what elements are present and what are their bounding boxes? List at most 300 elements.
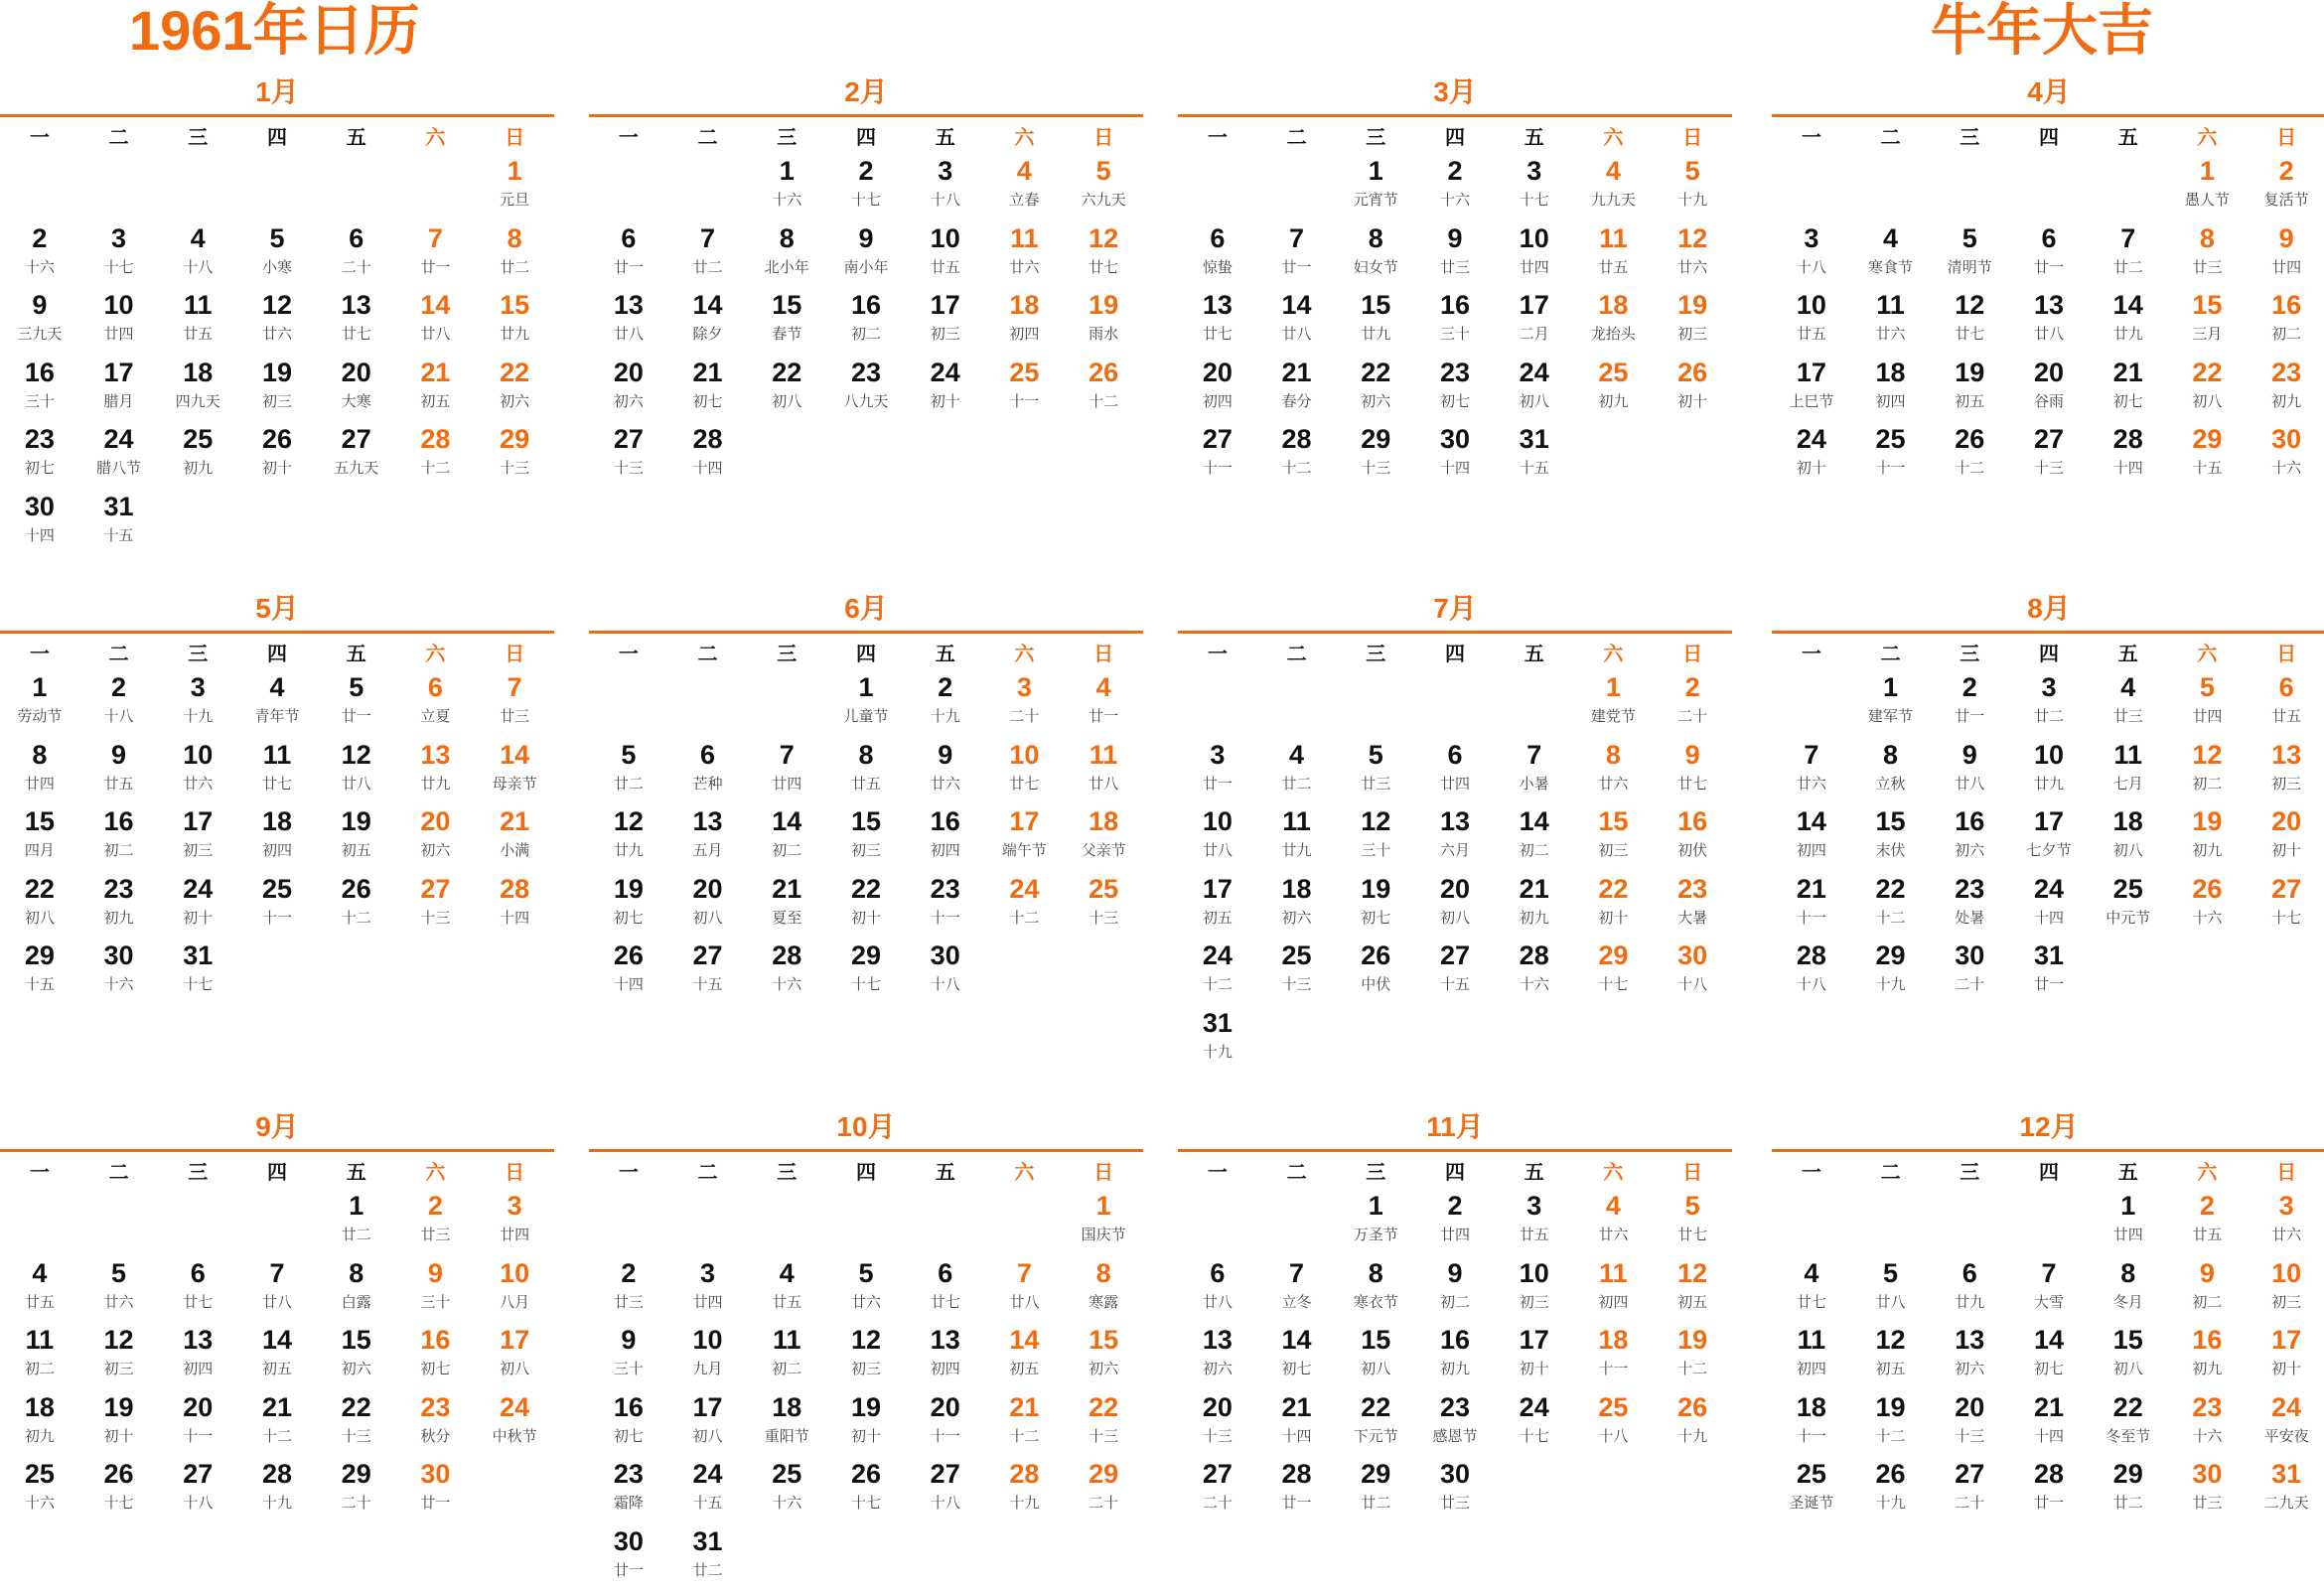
day-cell[interactable] xyxy=(747,737,826,804)
day-cell[interactable] xyxy=(1930,220,2009,288)
day-cell[interactable] xyxy=(1653,355,1732,422)
day-cell[interactable] xyxy=(475,1188,554,1255)
day-cell[interactable] xyxy=(0,1255,79,1323)
day-cell[interactable] xyxy=(79,1456,159,1523)
day-cell[interactable] xyxy=(1178,871,1257,939)
day-cell[interactable] xyxy=(906,803,985,871)
day-cell[interactable] xyxy=(475,871,554,939)
day-cell[interactable] xyxy=(589,220,668,288)
day-cell[interactable] xyxy=(1574,1255,1654,1323)
day-cell[interactable] xyxy=(668,803,748,871)
day-cell[interactable] xyxy=(1415,1255,1495,1323)
day-cell[interactable] xyxy=(1257,421,1337,489)
day-cell[interactable] xyxy=(2009,938,2089,1005)
day-cell[interactable] xyxy=(2009,220,2089,288)
day-cell[interactable] xyxy=(906,1322,985,1389)
day-cell[interactable] xyxy=(2168,1188,2248,1255)
day-cell[interactable] xyxy=(1336,737,1415,804)
day-cell[interactable] xyxy=(2009,737,2089,804)
day-cell[interactable] xyxy=(2168,153,2248,220)
day-cell[interactable] xyxy=(158,1456,237,1523)
day-cell[interactable] xyxy=(237,1255,317,1323)
day-cell[interactable] xyxy=(79,220,159,288)
day-cell[interactable] xyxy=(1415,421,1495,489)
day-cell[interactable] xyxy=(1064,1389,1143,1457)
day-cell[interactable] xyxy=(1064,1188,1143,1255)
day-cell[interactable] xyxy=(1257,220,1337,288)
day-cell[interactable] xyxy=(79,1322,159,1389)
day-cell[interactable] xyxy=(1415,938,1495,1005)
day-cell[interactable] xyxy=(2009,355,2089,422)
day-cell[interactable] xyxy=(317,669,396,737)
day-cell[interactable] xyxy=(475,1322,554,1389)
day-cell[interactable] xyxy=(1336,938,1415,1005)
day-cell[interactable] xyxy=(1415,1322,1495,1389)
day-cell[interactable] xyxy=(0,355,79,422)
day-cell[interactable] xyxy=(396,287,476,355)
day-cell[interactable] xyxy=(2247,871,2324,939)
day-cell[interactable] xyxy=(1064,153,1143,220)
day-cell[interactable] xyxy=(747,287,826,355)
day-cell[interactable] xyxy=(826,737,906,804)
day-cell[interactable] xyxy=(1415,737,1495,804)
day-cell[interactable] xyxy=(985,871,1065,939)
day-cell[interactable] xyxy=(1851,669,1931,737)
day-cell[interactable] xyxy=(589,287,668,355)
day-cell[interactable] xyxy=(1653,737,1732,804)
day-cell[interactable] xyxy=(1495,287,1574,355)
day-cell[interactable] xyxy=(1064,355,1143,422)
day-cell[interactable] xyxy=(475,1255,554,1323)
day-cell[interactable] xyxy=(2168,871,2248,939)
day-cell[interactable] xyxy=(2009,1456,2089,1523)
day-cell[interactable] xyxy=(79,938,159,1005)
day-cell[interactable] xyxy=(0,938,79,1005)
day-cell[interactable] xyxy=(589,1322,668,1389)
day-cell[interactable] xyxy=(1257,1255,1337,1323)
day-cell[interactable] xyxy=(237,355,317,422)
day-cell[interactable] xyxy=(1495,1188,1574,1255)
day-cell[interactable] xyxy=(1653,1389,1732,1457)
day-cell[interactable] xyxy=(985,153,1065,220)
day-cell[interactable] xyxy=(747,1456,826,1523)
day-cell[interactable] xyxy=(2089,1188,2168,1255)
day-cell[interactable] xyxy=(1178,1322,1257,1389)
day-cell[interactable] xyxy=(589,1456,668,1523)
day-cell[interactable] xyxy=(2168,287,2248,355)
day-cell[interactable] xyxy=(668,1389,748,1457)
day-cell[interactable] xyxy=(589,1255,668,1323)
day-cell[interactable] xyxy=(1653,803,1732,871)
day-cell[interactable] xyxy=(237,1456,317,1523)
day-cell[interactable] xyxy=(668,871,748,939)
day-cell[interactable] xyxy=(2089,871,2168,939)
day-cell[interactable] xyxy=(0,489,79,556)
day-cell[interactable] xyxy=(1415,1188,1495,1255)
day-cell[interactable] xyxy=(985,220,1065,288)
day-cell[interactable] xyxy=(2168,220,2248,288)
day-cell[interactable] xyxy=(2247,355,2324,422)
day-cell[interactable] xyxy=(396,1188,476,1255)
day-cell[interactable] xyxy=(2168,1322,2248,1389)
day-cell[interactable] xyxy=(1851,1322,1931,1389)
day-cell[interactable] xyxy=(1851,1255,1931,1323)
day-cell[interactable] xyxy=(1257,287,1337,355)
day-cell[interactable] xyxy=(1495,220,1574,288)
day-cell[interactable] xyxy=(79,737,159,804)
day-cell[interactable] xyxy=(2168,803,2248,871)
day-cell[interactable] xyxy=(1257,1389,1337,1457)
day-cell[interactable] xyxy=(1930,803,2009,871)
day-cell[interactable] xyxy=(1336,1255,1415,1323)
day-cell[interactable] xyxy=(1930,1456,2009,1523)
day-cell[interactable] xyxy=(906,220,985,288)
day-cell[interactable] xyxy=(79,1255,159,1323)
day-cell[interactable] xyxy=(906,355,985,422)
day-cell[interactable] xyxy=(475,220,554,288)
day-cell[interactable] xyxy=(1336,421,1415,489)
day-cell[interactable] xyxy=(1178,1456,1257,1523)
day-cell[interactable] xyxy=(1178,355,1257,422)
day-cell[interactable] xyxy=(396,1456,476,1523)
day-cell[interactable] xyxy=(396,220,476,288)
day-cell[interactable] xyxy=(317,871,396,939)
day-cell[interactable] xyxy=(1772,938,1851,1005)
day-cell[interactable] xyxy=(2168,1456,2248,1523)
day-cell[interactable] xyxy=(1178,737,1257,804)
day-cell[interactable] xyxy=(1064,1456,1143,1523)
day-cell[interactable] xyxy=(2247,153,2324,220)
day-cell[interactable] xyxy=(1930,421,2009,489)
day-cell[interactable] xyxy=(317,1255,396,1323)
day-cell[interactable] xyxy=(2168,1389,2248,1457)
day-cell[interactable] xyxy=(317,1188,396,1255)
day-cell[interactable] xyxy=(475,669,554,737)
day-cell[interactable] xyxy=(668,287,748,355)
day-cell[interactable] xyxy=(1178,1005,1257,1073)
day-cell[interactable] xyxy=(1178,803,1257,871)
day-cell[interactable] xyxy=(2089,287,2168,355)
day-cell[interactable] xyxy=(1178,938,1257,1005)
day-cell[interactable] xyxy=(396,355,476,422)
day-cell[interactable] xyxy=(1574,355,1654,422)
day-cell[interactable] xyxy=(2247,1456,2324,1523)
day-cell[interactable] xyxy=(79,489,159,556)
day-cell[interactable] xyxy=(826,1389,906,1457)
day-cell[interactable] xyxy=(1336,1322,1415,1389)
day-cell[interactable] xyxy=(1495,737,1574,804)
day-cell[interactable] xyxy=(1064,737,1143,804)
day-cell[interactable] xyxy=(317,1456,396,1523)
day-cell[interactable] xyxy=(2247,1188,2324,1255)
day-cell[interactable] xyxy=(1495,421,1574,489)
day-cell[interactable] xyxy=(1653,871,1732,939)
day-cell[interactable] xyxy=(1851,355,1931,422)
day-cell[interactable] xyxy=(985,803,1065,871)
day-cell[interactable] xyxy=(747,153,826,220)
day-cell[interactable] xyxy=(158,220,237,288)
day-cell[interactable] xyxy=(158,669,237,737)
day-cell[interactable] xyxy=(1257,1456,1337,1523)
day-cell[interactable] xyxy=(589,421,668,489)
day-cell[interactable] xyxy=(1574,153,1654,220)
day-cell[interactable] xyxy=(475,355,554,422)
day-cell[interactable] xyxy=(1574,938,1654,1005)
day-cell[interactable] xyxy=(1851,803,1931,871)
day-cell[interactable] xyxy=(668,737,748,804)
day-cell[interactable] xyxy=(1653,1255,1732,1323)
day-cell[interactable] xyxy=(158,938,237,1005)
day-cell[interactable] xyxy=(747,220,826,288)
day-cell[interactable] xyxy=(1653,669,1732,737)
day-cell[interactable] xyxy=(396,1389,476,1457)
day-cell[interactable] xyxy=(1336,1456,1415,1523)
day-cell[interactable] xyxy=(1772,220,1851,288)
day-cell[interactable] xyxy=(1415,871,1495,939)
day-cell[interactable] xyxy=(747,355,826,422)
day-cell[interactable] xyxy=(1574,220,1654,288)
day-cell[interactable] xyxy=(668,355,748,422)
day-cell[interactable] xyxy=(2247,287,2324,355)
day-cell[interactable] xyxy=(237,1322,317,1389)
day-cell[interactable] xyxy=(317,220,396,288)
day-cell[interactable] xyxy=(2168,421,2248,489)
day-cell[interactable] xyxy=(2168,737,2248,804)
day-cell[interactable] xyxy=(237,669,317,737)
day-cell[interactable] xyxy=(475,287,554,355)
day-cell[interactable] xyxy=(1336,1389,1415,1457)
day-cell[interactable] xyxy=(985,1255,1065,1323)
day-cell[interactable] xyxy=(1772,421,1851,489)
day-cell[interactable] xyxy=(1495,938,1574,1005)
day-cell[interactable] xyxy=(1064,871,1143,939)
day-cell[interactable] xyxy=(1653,220,1732,288)
day-cell[interactable] xyxy=(826,287,906,355)
day-cell[interactable] xyxy=(317,421,396,489)
day-cell[interactable] xyxy=(2009,871,2089,939)
day-cell[interactable] xyxy=(1064,803,1143,871)
day-cell[interactable] xyxy=(2168,355,2248,422)
day-cell[interactable] xyxy=(1574,669,1654,737)
day-cell[interactable] xyxy=(1257,938,1337,1005)
day-cell[interactable] xyxy=(589,938,668,1005)
day-cell[interactable] xyxy=(1851,1456,1931,1523)
day-cell[interactable] xyxy=(589,803,668,871)
day-cell[interactable] xyxy=(475,1389,554,1457)
day-cell[interactable] xyxy=(1064,669,1143,737)
day-cell[interactable] xyxy=(1178,1389,1257,1457)
day-cell[interactable] xyxy=(1930,669,2009,737)
day-cell[interactable] xyxy=(2009,669,2089,737)
day-cell[interactable] xyxy=(0,669,79,737)
day-cell[interactable] xyxy=(1574,1322,1654,1389)
day-cell[interactable] xyxy=(1851,1389,1931,1457)
day-cell[interactable] xyxy=(1336,871,1415,939)
day-cell[interactable] xyxy=(985,1322,1065,1389)
day-cell[interactable] xyxy=(589,737,668,804)
day-cell[interactable] xyxy=(826,1255,906,1323)
day-cell[interactable] xyxy=(906,1389,985,1457)
day-cell[interactable] xyxy=(1415,355,1495,422)
day-cell[interactable] xyxy=(906,669,985,737)
day-cell[interactable] xyxy=(79,669,159,737)
day-cell[interactable] xyxy=(906,1255,985,1323)
day-cell[interactable] xyxy=(1930,1322,2009,1389)
day-cell[interactable] xyxy=(747,938,826,1005)
day-cell[interactable] xyxy=(158,737,237,804)
day-cell[interactable] xyxy=(158,1255,237,1323)
day-cell[interactable] xyxy=(2089,421,2168,489)
day-cell[interactable] xyxy=(158,421,237,489)
day-cell[interactable] xyxy=(1574,1188,1654,1255)
day-cell[interactable] xyxy=(79,871,159,939)
day-cell[interactable] xyxy=(1772,1255,1851,1323)
day-cell[interactable] xyxy=(0,1322,79,1389)
day-cell[interactable] xyxy=(1336,355,1415,422)
day-cell[interactable] xyxy=(747,1389,826,1457)
day-cell[interactable] xyxy=(906,1456,985,1523)
day-cell[interactable] xyxy=(826,871,906,939)
day-cell[interactable] xyxy=(1415,153,1495,220)
day-cell[interactable] xyxy=(475,421,554,489)
day-cell[interactable] xyxy=(2247,220,2324,288)
day-cell[interactable] xyxy=(985,287,1065,355)
day-cell[interactable] xyxy=(1178,1255,1257,1323)
day-cell[interactable] xyxy=(1495,803,1574,871)
day-cell[interactable] xyxy=(1851,287,1931,355)
day-cell[interactable] xyxy=(1064,220,1143,288)
day-cell[interactable] xyxy=(1257,737,1337,804)
day-cell[interactable] xyxy=(826,1456,906,1523)
day-cell[interactable] xyxy=(475,803,554,871)
day-cell[interactable] xyxy=(985,1389,1065,1457)
day-cell[interactable] xyxy=(668,1322,748,1389)
day-cell[interactable] xyxy=(1495,355,1574,422)
day-cell[interactable] xyxy=(0,737,79,804)
day-cell[interactable] xyxy=(1574,803,1654,871)
day-cell[interactable] xyxy=(1653,1322,1732,1389)
day-cell[interactable] xyxy=(668,421,748,489)
day-cell[interactable] xyxy=(1495,1322,1574,1389)
day-cell[interactable] xyxy=(2089,803,2168,871)
day-cell[interactable] xyxy=(1772,355,1851,422)
day-cell[interactable] xyxy=(1851,871,1931,939)
day-cell[interactable] xyxy=(79,421,159,489)
day-cell[interactable] xyxy=(826,803,906,871)
day-cell[interactable] xyxy=(1772,1322,1851,1389)
day-cell[interactable] xyxy=(2089,1456,2168,1523)
day-cell[interactable] xyxy=(668,1456,748,1523)
day-cell[interactable] xyxy=(906,871,985,939)
day-cell[interactable] xyxy=(1495,1389,1574,1457)
day-cell[interactable] xyxy=(0,287,79,355)
day-cell[interactable] xyxy=(158,287,237,355)
day-cell[interactable] xyxy=(1772,287,1851,355)
day-cell[interactable] xyxy=(2089,1389,2168,1457)
day-cell[interactable] xyxy=(158,871,237,939)
day-cell[interactable] xyxy=(1653,1188,1732,1255)
day-cell[interactable] xyxy=(237,421,317,489)
day-cell[interactable] xyxy=(1257,803,1337,871)
day-cell[interactable] xyxy=(0,1389,79,1457)
day-cell[interactable] xyxy=(237,737,317,804)
day-cell[interactable] xyxy=(589,355,668,422)
day-cell[interactable] xyxy=(906,153,985,220)
day-cell[interactable] xyxy=(1930,1255,2009,1323)
day-cell[interactable] xyxy=(0,220,79,288)
day-cell[interactable] xyxy=(826,220,906,288)
day-cell[interactable] xyxy=(1930,1389,2009,1457)
day-cell[interactable] xyxy=(317,737,396,804)
day-cell[interactable] xyxy=(2009,1389,2089,1457)
day-cell[interactable] xyxy=(237,803,317,871)
day-cell[interactable] xyxy=(475,153,554,220)
day-cell[interactable] xyxy=(668,1523,748,1590)
day-cell[interactable] xyxy=(396,421,476,489)
day-cell[interactable] xyxy=(668,938,748,1005)
day-cell[interactable] xyxy=(396,737,476,804)
day-cell[interactable] xyxy=(237,220,317,288)
day-cell[interactable] xyxy=(985,737,1065,804)
day-cell[interactable] xyxy=(2009,421,2089,489)
day-cell[interactable] xyxy=(1336,153,1415,220)
day-cell[interactable] xyxy=(1930,287,2009,355)
day-cell[interactable] xyxy=(2089,355,2168,422)
day-cell[interactable] xyxy=(2089,220,2168,288)
day-cell[interactable] xyxy=(1772,803,1851,871)
day-cell[interactable] xyxy=(2247,803,2324,871)
day-cell[interactable] xyxy=(906,287,985,355)
day-cell[interactable] xyxy=(396,871,476,939)
day-cell[interactable] xyxy=(0,1456,79,1523)
day-cell[interactable] xyxy=(158,355,237,422)
day-cell[interactable] xyxy=(2247,421,2324,489)
day-cell[interactable] xyxy=(1257,355,1337,422)
day-cell[interactable] xyxy=(1064,1255,1143,1323)
day-cell[interactable] xyxy=(158,1389,237,1457)
day-cell[interactable] xyxy=(2089,1322,2168,1389)
day-cell[interactable] xyxy=(2089,669,2168,737)
day-cell[interactable] xyxy=(1415,287,1495,355)
day-cell[interactable] xyxy=(1930,737,2009,804)
day-cell[interactable] xyxy=(906,737,985,804)
day-cell[interactable] xyxy=(2009,1322,2089,1389)
day-cell[interactable] xyxy=(1415,803,1495,871)
day-cell[interactable] xyxy=(668,1255,748,1323)
day-cell[interactable] xyxy=(1930,871,2009,939)
day-cell[interactable] xyxy=(1574,1389,1654,1457)
day-cell[interactable] xyxy=(79,1389,159,1457)
day-cell[interactable] xyxy=(79,287,159,355)
day-cell[interactable] xyxy=(2089,1255,2168,1323)
day-cell[interactable] xyxy=(158,803,237,871)
day-cell[interactable] xyxy=(1495,871,1574,939)
day-cell[interactable] xyxy=(1772,871,1851,939)
day-cell[interactable] xyxy=(396,1255,476,1323)
day-cell[interactable] xyxy=(1178,421,1257,489)
day-cell[interactable] xyxy=(1415,1456,1495,1523)
day-cell[interactable] xyxy=(0,871,79,939)
day-cell[interactable] xyxy=(1930,355,2009,422)
day-cell[interactable] xyxy=(2168,669,2248,737)
day-cell[interactable] xyxy=(317,803,396,871)
day-cell[interactable] xyxy=(906,938,985,1005)
day-cell[interactable] xyxy=(2009,287,2089,355)
day-cell[interactable] xyxy=(237,287,317,355)
day-cell[interactable] xyxy=(1574,287,1654,355)
day-cell[interactable] xyxy=(589,1523,668,1590)
day-cell[interactable] xyxy=(985,1456,1065,1523)
